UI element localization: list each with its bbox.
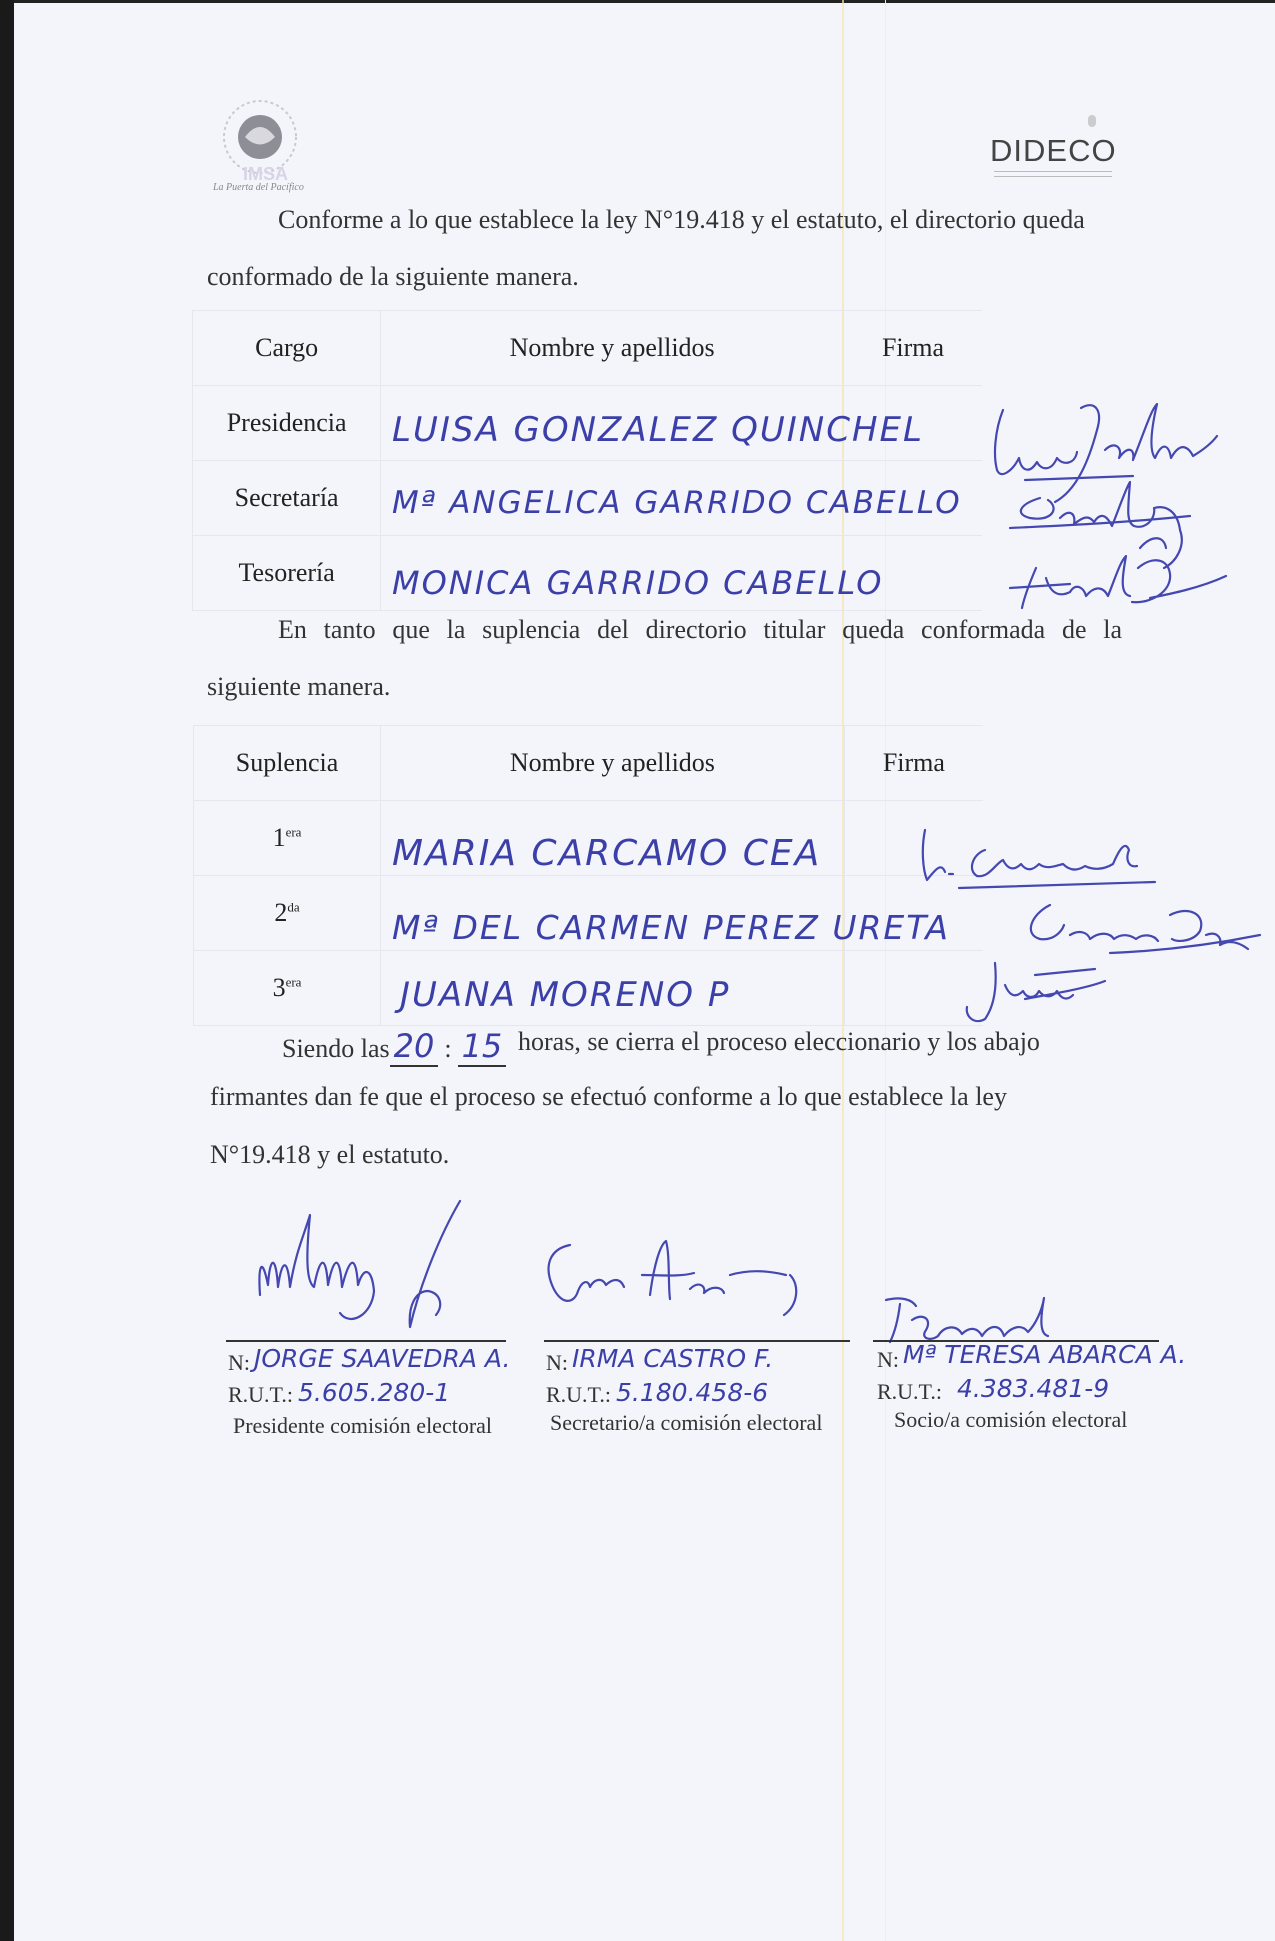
table-header-row bbox=[194, 726, 984, 801]
closing-line-1-rest: horas, se cierra el proceso eleccionario y los abajo bbox=[518, 1027, 1040, 1056]
suplencia-intro-line-1 bbox=[278, 615, 1122, 645]
signatory-rut-label: R.U.T.: bbox=[546, 1382, 611, 1407]
handwritten-name-presidencia: LUISA GONZALEZ QUINCHEL bbox=[392, 410, 924, 450]
signature-secretario-comision bbox=[530, 1235, 850, 1345]
logo-caption: La Puerta del Pacífico bbox=[213, 182, 304, 193]
suplencia-ordinal: $2^{da}$ bbox=[194, 876, 381, 951]
word: tanto bbox=[323, 615, 376, 644]
handwritten-name-suplencia-1: MARIA CARCAMO CEA bbox=[392, 833, 822, 874]
signature-suplencia-3 bbox=[935, 955, 1105, 1030]
word: la bbox=[446, 615, 466, 644]
signatory-rut-label: R.U.T.: bbox=[228, 1382, 293, 1407]
dideco-brand: DIDECO bbox=[990, 133, 1117, 168]
suplencia-ordinal: $3^{era}$ bbox=[194, 951, 381, 1026]
dideco-subline bbox=[994, 171, 1112, 177]
intro-line-2: conformado de la siguiente manera. bbox=[207, 262, 579, 291]
word: titular bbox=[763, 615, 826, 644]
header-nombre: Nombre y apellidos bbox=[381, 726, 845, 801]
closing-colon: : bbox=[444, 1034, 452, 1063]
suplencia-ordinal: $1^{era}$ bbox=[194, 801, 381, 876]
handwritten-name-tesoreria: MONICA GARRIDO CABELLO bbox=[392, 564, 884, 602]
header-firma: Firma bbox=[844, 726, 983, 801]
word: del bbox=[597, 615, 629, 644]
signatory-handwritten-name: IRMA CASTRO F. bbox=[572, 1344, 774, 1373]
signatory-role: Socio/a comisión electoral bbox=[894, 1407, 1128, 1432]
closing-line-2: firmantes dan fe que el proceso se efectuó conforme a lo que establece la ley bbox=[210, 1082, 1007, 1111]
intro-line-1: Conforme a lo que establece la ley N°19.418 y el estatuto, el directorio queda bbox=[278, 205, 1085, 234]
word: que bbox=[392, 615, 430, 644]
signatory-handwritten-name: JORGE SAAVEDRA A. bbox=[254, 1344, 511, 1373]
handwritten-hour: 20 bbox=[390, 1027, 439, 1067]
dideco-logo-icon bbox=[1088, 115, 1096, 127]
signatory-n-label: N: bbox=[228, 1350, 250, 1375]
header-nombre: Nombre y apellidos bbox=[381, 311, 844, 386]
signatory-handwritten-rut: 5.180.458-6 bbox=[616, 1378, 769, 1407]
signatory-role: Presidente comisión electoral bbox=[233, 1413, 493, 1438]
closing-line-1 bbox=[282, 1027, 506, 1065]
signatory-handwritten-rut: 5.605.280-1 bbox=[298, 1378, 451, 1407]
suplencia-intro-line-2: siguiente manera. bbox=[207, 672, 391, 701]
signature-line-2 bbox=[544, 1340, 850, 1342]
scan-top-edge bbox=[0, 0, 1275, 3]
scan-left-edge bbox=[0, 0, 14, 1941]
signatory-handwritten-name: Mª TERESA ABARCA A. bbox=[903, 1340, 1187, 1369]
header-firma: Firma bbox=[844, 311, 983, 386]
word: En bbox=[278, 615, 307, 644]
signatory-rut-label: R.U.T.: bbox=[877, 1379, 942, 1404]
signatory-n-label: N: bbox=[877, 1347, 899, 1372]
dideco-logo bbox=[990, 115, 1130, 185]
signature-suplencia-1 bbox=[915, 820, 1175, 900]
word: la bbox=[1103, 615, 1122, 644]
handwritten-name-suplencia-2: Mª DEL CARMEN PEREZ URETA bbox=[392, 908, 950, 947]
closing-line-3: N°19.418 y el estatuto. bbox=[210, 1140, 450, 1169]
cargo-cell: Tesorería bbox=[193, 536, 381, 611]
municipal-seal-icon bbox=[205, 92, 315, 202]
word: suplencia bbox=[482, 615, 581, 644]
word: conformada bbox=[921, 615, 1046, 644]
handwritten-name-secretaria: Mª ANGELICA GARRIDO CABELLO bbox=[392, 485, 962, 521]
svg-text:IMSA: IMSA bbox=[243, 164, 288, 184]
signatory-n-label: N: bbox=[546, 1350, 568, 1375]
handwritten-name-suplencia-3: JUANA MORENO P bbox=[400, 975, 731, 1015]
word: queda bbox=[842, 615, 905, 644]
signatory-role: Secretario/a comisión electoral bbox=[550, 1410, 823, 1435]
handwritten-minutes: 15 bbox=[458, 1027, 507, 1067]
table-header-row bbox=[193, 311, 983, 386]
word: directorio bbox=[645, 615, 747, 644]
cargo-cell: Presidencia bbox=[193, 386, 381, 461]
signature-line-1 bbox=[226, 1340, 506, 1342]
closing-pre: Siendo las bbox=[282, 1034, 390, 1063]
header-cargo: Cargo bbox=[193, 311, 381, 386]
header-suplencia: Suplencia bbox=[194, 726, 381, 801]
signature-presidente-comision bbox=[240, 1195, 500, 1345]
word: de bbox=[1061, 615, 1087, 644]
cargo-cell: Secretaría bbox=[193, 461, 381, 536]
signatory-handwritten-rut: 4.383.481-9 bbox=[957, 1374, 1110, 1403]
